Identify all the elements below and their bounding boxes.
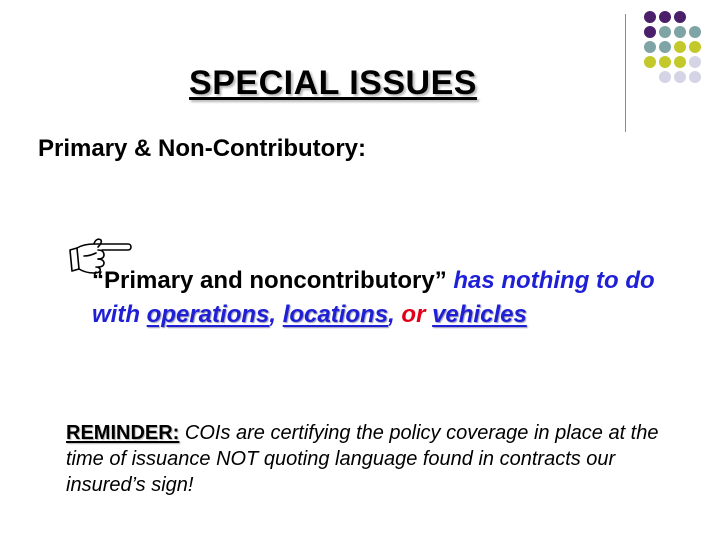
reminder-label: REMINDER:	[66, 422, 180, 444]
decorative-dot	[644, 11, 656, 23]
reminder-body: COIs are certifying the policy coverage in place at the time of issuance NOT quoting language found in contracts our insured’s sign!	[66, 422, 659, 496]
or-word: or	[401, 301, 426, 328]
comma-separator: ,	[269, 301, 277, 328]
decorative-dot	[674, 26, 686, 38]
statement-text: has nothing to do with	[92, 267, 655, 328]
decorative-dot	[674, 41, 686, 53]
locations-link[interactable]: locations	[282, 301, 389, 328]
decorative-dot	[689, 26, 701, 38]
decorative-dot	[659, 26, 671, 38]
decorative-dot	[659, 41, 671, 53]
decorative-dot	[674, 71, 686, 83]
decorative-dot	[689, 71, 701, 83]
vehicles-link[interactable]: vehicles	[432, 301, 527, 328]
decorative-dot	[689, 41, 701, 53]
slide-subtitle: Primary & Non-Contributory:	[38, 135, 367, 162]
slide-title: SPECIAL ISSUES	[189, 64, 477, 102]
comma-separator: ,	[388, 301, 395, 328]
decorative-dot	[644, 41, 656, 53]
decorative-dot	[644, 26, 656, 38]
decorative-dot	[674, 11, 686, 23]
decorative-dot	[674, 56, 686, 68]
operations-link[interactable]: operations	[146, 301, 270, 328]
decorative-dot	[659, 11, 671, 23]
quote-text: “Primary and noncontributory”	[92, 267, 447, 294]
bullet-statement	[92, 264, 692, 332]
reminder-note	[66, 420, 666, 498]
decorative-dot	[689, 56, 701, 68]
